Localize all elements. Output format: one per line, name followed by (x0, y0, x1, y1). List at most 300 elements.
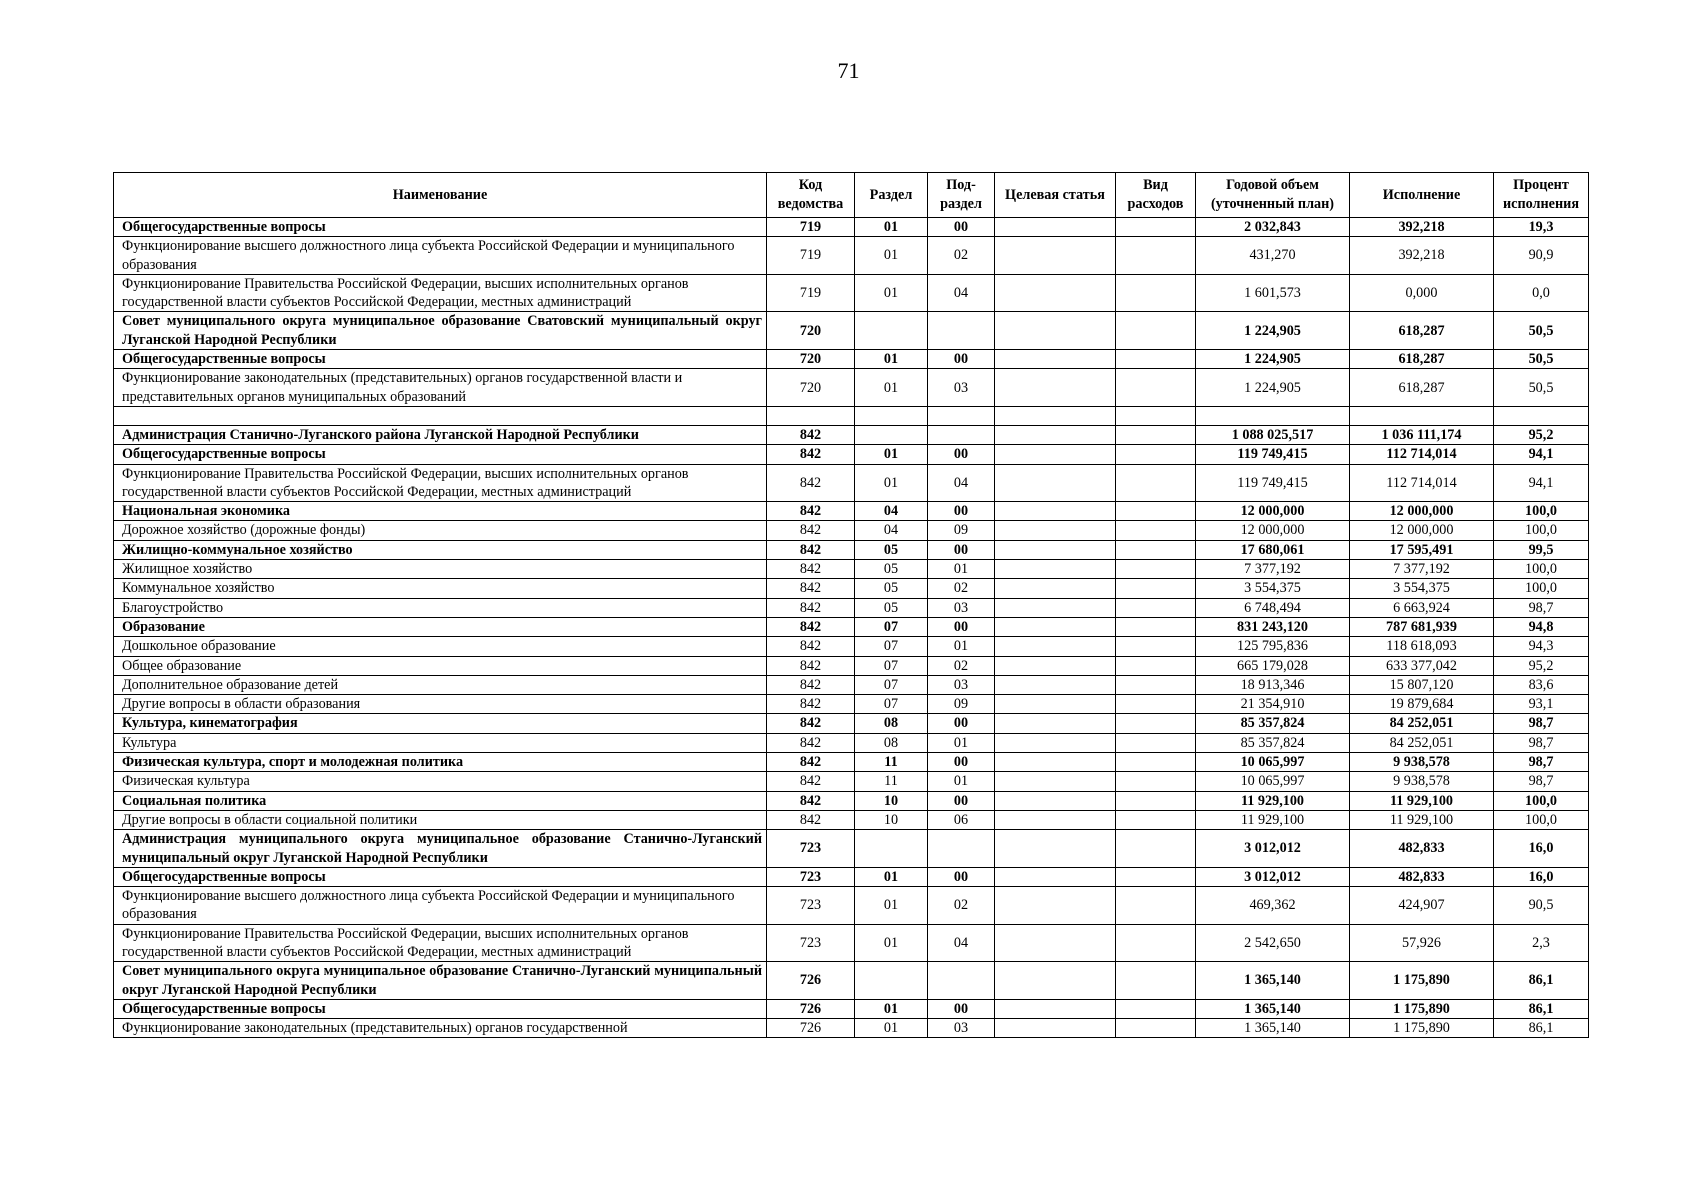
cell-target-item (995, 1019, 1116, 1038)
table-row (114, 406, 1589, 425)
cell-dept-code: 726 (767, 999, 855, 1018)
cell-subsection: 00 (928, 617, 995, 636)
cell-percent: 98,7 (1494, 598, 1589, 617)
cell-target-item (995, 445, 1116, 464)
cell-dept-code (767, 406, 855, 425)
cell-section: 01 (855, 445, 928, 464)
cell-target-item (995, 218, 1116, 237)
cell-expense-type (1116, 369, 1196, 407)
cell-section: 01 (855, 1019, 928, 1038)
cell-expense-type (1116, 962, 1196, 1000)
header-target-item: Целевая статья (995, 173, 1116, 218)
cell-expense-type (1116, 887, 1196, 925)
cell-expense-type (1116, 810, 1196, 829)
cell-percent: 98,7 (1494, 714, 1589, 733)
cell-section (855, 830, 928, 868)
cell-section: 11 (855, 753, 928, 772)
cell-expense-type (1116, 753, 1196, 772)
cell-dept-code: 842 (767, 560, 855, 579)
cell-section (855, 406, 928, 425)
cell-target-item (995, 369, 1116, 407)
cell-execution (1350, 406, 1494, 425)
cell-expense-type (1116, 637, 1196, 656)
cell-annual-plan: 119 749,415 (1196, 445, 1350, 464)
cell-execution: 0,000 (1350, 274, 1494, 312)
cell-expense-type (1116, 695, 1196, 714)
cell-name: Общегосударственные вопросы (114, 999, 767, 1018)
cell-target-item (995, 887, 1116, 925)
cell-name: Совет муниципального округа муниципальное образование Сватовский муниципальный округ Луганской Народной Республики (114, 312, 767, 350)
cell-subsection (928, 962, 995, 1000)
cell-subsection: 00 (928, 999, 995, 1018)
cell-target-item (995, 406, 1116, 425)
header-section: Раздел (855, 173, 928, 218)
cell-name: Функционирование высшего должностного лица субъекта Российской Федерации и муниципального образования (114, 237, 767, 275)
cell-subsection: 01 (928, 772, 995, 791)
table-row (114, 733, 1589, 752)
cell-annual-plan: 11 929,100 (1196, 810, 1350, 829)
cell-target-item (995, 274, 1116, 312)
cell-target-item (995, 772, 1116, 791)
table-row (114, 540, 1589, 559)
cell-subsection: 02 (928, 579, 995, 598)
cell-expense-type (1116, 218, 1196, 237)
table-row (114, 772, 1589, 791)
cell-subsection (928, 312, 995, 350)
table-row (114, 887, 1589, 925)
cell-section: 01 (855, 350, 928, 369)
cell-percent: 83,6 (1494, 675, 1589, 694)
cell-percent: 86,1 (1494, 999, 1589, 1018)
cell-execution: 1 175,890 (1350, 1019, 1494, 1038)
table-row (114, 675, 1589, 694)
cell-dept-code: 842 (767, 540, 855, 559)
cell-percent: 90,9 (1494, 237, 1589, 275)
cell-execution: 392,218 (1350, 237, 1494, 275)
cell-expense-type (1116, 733, 1196, 752)
cell-annual-plan: 10 065,997 (1196, 772, 1350, 791)
cell-expense-type (1116, 540, 1196, 559)
cell-target-item (995, 867, 1116, 886)
cell-target-item (995, 579, 1116, 598)
cell-dept-code: 842 (767, 617, 855, 636)
cell-name: Общегосударственные вопросы (114, 867, 767, 886)
header-subsection: Под-раздел (928, 173, 995, 218)
cell-expense-type (1116, 445, 1196, 464)
cell-target-item (995, 560, 1116, 579)
cell-annual-plan: 1 365,140 (1196, 999, 1350, 1018)
table-row (114, 714, 1589, 733)
cell-annual-plan: 1 365,140 (1196, 962, 1350, 1000)
header-percent: Процент исполнения (1494, 173, 1589, 218)
cell-expense-type (1116, 924, 1196, 962)
cell-percent: 100,0 (1494, 560, 1589, 579)
cell-name: Другие вопросы в области образования (114, 695, 767, 714)
cell-target-item (995, 598, 1116, 617)
cell-section: 05 (855, 579, 928, 598)
cell-name: Жилищно-коммунальное хозяйство (114, 540, 767, 559)
cell-dept-code: 726 (767, 1019, 855, 1038)
cell-section: 01 (855, 218, 928, 237)
cell-execution: 112 714,014 (1350, 445, 1494, 464)
header-annual-plan: Годовой объем (уточненный план) (1196, 173, 1350, 218)
cell-dept-code: 842 (767, 714, 855, 733)
cell-dept-code: 842 (767, 695, 855, 714)
cell-expense-type (1116, 425, 1196, 444)
cell-percent: 50,5 (1494, 350, 1589, 369)
cell-subsection (928, 830, 995, 868)
cell-expense-type (1116, 791, 1196, 810)
cell-dept-code: 842 (767, 753, 855, 772)
cell-section: 01 (855, 369, 928, 407)
cell-expense-type (1116, 617, 1196, 636)
cell-expense-type (1116, 312, 1196, 350)
cell-name: Жилищное хозяйство (114, 560, 767, 579)
cell-expense-type (1116, 350, 1196, 369)
cell-subsection: 00 (928, 350, 995, 369)
cell-section: 07 (855, 637, 928, 656)
cell-dept-code: 720 (767, 312, 855, 350)
cell-expense-type (1116, 560, 1196, 579)
cell-percent: 93,1 (1494, 695, 1589, 714)
cell-section (855, 312, 928, 350)
cell-percent: 94,1 (1494, 445, 1589, 464)
cell-target-item (995, 830, 1116, 868)
cell-section: 05 (855, 560, 928, 579)
cell-section (855, 425, 928, 444)
cell-name: Функционирование законодательных (представительных) органов государственной власти и представительных органов муниципальных образований (114, 369, 767, 407)
cell-dept-code: 720 (767, 350, 855, 369)
cell-name: Дорожное хозяйство (дорожные фонды) (114, 521, 767, 540)
cell-target-item (995, 656, 1116, 675)
table-row (114, 218, 1589, 237)
cell-target-item (995, 714, 1116, 733)
cell-execution: 12 000,000 (1350, 502, 1494, 521)
cell-name (114, 406, 767, 425)
cell-target-item (995, 810, 1116, 829)
cell-execution: 482,833 (1350, 830, 1494, 868)
cell-subsection: 03 (928, 675, 995, 694)
cell-percent: 94,1 (1494, 464, 1589, 502)
cell-name: Социальная политика (114, 791, 767, 810)
cell-annual-plan: 11 929,100 (1196, 791, 1350, 810)
cell-section: 01 (855, 464, 928, 502)
table-row (114, 369, 1589, 407)
cell-percent: 19,3 (1494, 218, 1589, 237)
table-row (114, 656, 1589, 675)
cell-dept-code: 719 (767, 218, 855, 237)
cell-annual-plan: 3 012,012 (1196, 867, 1350, 886)
table-row (114, 637, 1589, 656)
cell-dept-code: 719 (767, 274, 855, 312)
header-name: Наименование (114, 173, 767, 218)
cell-subsection: 00 (928, 445, 995, 464)
cell-section: 05 (855, 598, 928, 617)
cell-annual-plan: 2 032,843 (1196, 218, 1350, 237)
cell-dept-code: 723 (767, 924, 855, 962)
cell-percent: 98,7 (1494, 733, 1589, 752)
cell-subsection: 02 (928, 237, 995, 275)
cell-subsection: 03 (928, 369, 995, 407)
cell-section: 08 (855, 733, 928, 752)
cell-dept-code: 842 (767, 579, 855, 598)
table-row (114, 521, 1589, 540)
cell-percent: 2,3 (1494, 924, 1589, 962)
table-row (114, 560, 1589, 579)
cell-subsection: 00 (928, 714, 995, 733)
cell-percent: 50,5 (1494, 369, 1589, 407)
cell-annual-plan: 431,270 (1196, 237, 1350, 275)
cell-execution: 7 377,192 (1350, 560, 1494, 579)
cell-name: Национальная экономика (114, 502, 767, 521)
cell-name: Образование (114, 617, 767, 636)
cell-dept-code: 726 (767, 962, 855, 1000)
cell-annual-plan: 21 354,910 (1196, 695, 1350, 714)
cell-section: 04 (855, 502, 928, 521)
cell-name: Общегосударственные вопросы (114, 218, 767, 237)
cell-dept-code: 842 (767, 791, 855, 810)
cell-target-item (995, 924, 1116, 962)
cell-expense-type (1116, 1019, 1196, 1038)
cell-section: 01 (855, 999, 928, 1018)
cell-execution: 618,287 (1350, 369, 1494, 407)
table-row (114, 999, 1589, 1018)
cell-execution: 1 175,890 (1350, 962, 1494, 1000)
cell-section: 07 (855, 617, 928, 636)
cell-execution: 57,926 (1350, 924, 1494, 962)
cell-name: Общее образование (114, 656, 767, 675)
cell-execution: 112 714,014 (1350, 464, 1494, 502)
cell-execution: 1 036 111,174 (1350, 425, 1494, 444)
cell-percent: 50,5 (1494, 312, 1589, 350)
cell-annual-plan: 1 224,905 (1196, 350, 1350, 369)
cell-target-item (995, 521, 1116, 540)
cell-target-item (995, 237, 1116, 275)
cell-annual-plan: 12 000,000 (1196, 502, 1350, 521)
cell-percent: 98,7 (1494, 772, 1589, 791)
cell-name: Физическая культура (114, 772, 767, 791)
header-expense-type: Вид расходов (1116, 173, 1196, 218)
cell-subsection: 04 (928, 924, 995, 962)
cell-percent: 86,1 (1494, 962, 1589, 1000)
cell-expense-type (1116, 714, 1196, 733)
cell-execution: 1 175,890 (1350, 999, 1494, 1018)
cell-percent: 95,2 (1494, 425, 1589, 444)
cell-execution: 9 938,578 (1350, 772, 1494, 791)
header-execution: Исполнение (1350, 173, 1494, 218)
cell-subsection: 06 (928, 810, 995, 829)
cell-execution: 11 929,100 (1350, 791, 1494, 810)
cell-name: Общегосударственные вопросы (114, 445, 767, 464)
cell-percent: 16,0 (1494, 867, 1589, 886)
table-row (114, 350, 1589, 369)
table-row (114, 464, 1589, 502)
cell-annual-plan: 2 542,650 (1196, 924, 1350, 962)
cell-name: Культура (114, 733, 767, 752)
table-row (114, 962, 1589, 1000)
cell-execution: 424,907 (1350, 887, 1494, 925)
cell-annual-plan: 469,362 (1196, 887, 1350, 925)
cell-target-item (995, 695, 1116, 714)
cell-dept-code: 842 (767, 733, 855, 752)
table-row (114, 425, 1589, 444)
page-number: 71 (837, 58, 860, 83)
cell-section: 01 (855, 237, 928, 275)
cell-name: Функционирование высшего должностного лица субъекта Российской Федерации и муниципального образования (114, 887, 767, 925)
cell-annual-plan: 3 012,012 (1196, 830, 1350, 868)
cell-dept-code: 723 (767, 887, 855, 925)
cell-expense-type (1116, 274, 1196, 312)
cell-execution: 6 663,924 (1350, 598, 1494, 617)
cell-name: Другие вопросы в области социальной политики (114, 810, 767, 829)
cell-expense-type (1116, 999, 1196, 1018)
table-row (114, 867, 1589, 886)
cell-annual-plan: 1 224,905 (1196, 312, 1350, 350)
cell-subsection (928, 406, 995, 425)
cell-subsection: 00 (928, 502, 995, 521)
cell-target-item (995, 999, 1116, 1018)
cell-expense-type (1116, 464, 1196, 502)
cell-expense-type (1116, 579, 1196, 598)
cell-percent: 98,7 (1494, 753, 1589, 772)
table-row (114, 830, 1589, 868)
table-row (114, 502, 1589, 521)
cell-subsection: 00 (928, 753, 995, 772)
cell-subsection: 01 (928, 560, 995, 579)
cell-target-item (995, 502, 1116, 521)
cell-subsection: 00 (928, 218, 995, 237)
cell-percent: 100,0 (1494, 791, 1589, 810)
cell-dept-code: 719 (767, 237, 855, 275)
cell-percent: 86,1 (1494, 1019, 1589, 1038)
cell-percent: 100,0 (1494, 579, 1589, 598)
cell-section: 05 (855, 540, 928, 559)
cell-subsection: 02 (928, 656, 995, 675)
cell-dept-code: 842 (767, 772, 855, 791)
cell-target-item (995, 425, 1116, 444)
cell-annual-plan: 6 748,494 (1196, 598, 1350, 617)
cell-annual-plan: 831 243,120 (1196, 617, 1350, 636)
cell-annual-plan: 1 365,140 (1196, 1019, 1350, 1038)
cell-dept-code: 842 (767, 810, 855, 829)
cell-target-item (995, 464, 1116, 502)
cell-subsection: 03 (928, 598, 995, 617)
cell-target-item (995, 617, 1116, 636)
cell-annual-plan: 18 913,346 (1196, 675, 1350, 694)
cell-execution: 15 807,120 (1350, 675, 1494, 694)
table-row (114, 753, 1589, 772)
cell-section: 01 (855, 867, 928, 886)
cell-execution: 392,218 (1350, 218, 1494, 237)
cell-subsection: 09 (928, 521, 995, 540)
table-row (114, 810, 1589, 829)
cell-target-item (995, 312, 1116, 350)
budget-execution-table (113, 172, 1589, 1038)
cell-target-item (995, 540, 1116, 559)
cell-expense-type (1116, 772, 1196, 791)
cell-expense-type (1116, 656, 1196, 675)
cell-section: 07 (855, 656, 928, 675)
table-row (114, 274, 1589, 312)
cell-dept-code: 842 (767, 464, 855, 502)
cell-subsection: 01 (928, 733, 995, 752)
cell-subsection: 09 (928, 695, 995, 714)
cell-subsection: 03 (928, 1019, 995, 1038)
cell-target-item (995, 962, 1116, 1000)
cell-subsection: 00 (928, 540, 995, 559)
cell-execution: 19 879,684 (1350, 695, 1494, 714)
cell-name: Дополнительное образование детей (114, 675, 767, 694)
cell-dept-code: 723 (767, 867, 855, 886)
cell-percent: 94,3 (1494, 637, 1589, 656)
cell-execution: 11 929,100 (1350, 810, 1494, 829)
cell-expense-type (1116, 598, 1196, 617)
header-dept-code: Код ведомства (767, 173, 855, 218)
cell-name: Администрация Станично-Луганского района Луганской Народной Республики (114, 425, 767, 444)
cell-name: Функционирование Правительства Российской Федерации, высших исполнительных органов государственной власти субъектов Российской Федерации, местных администраций (114, 924, 767, 962)
cell-section: 07 (855, 675, 928, 694)
cell-execution: 84 252,051 (1350, 714, 1494, 733)
cell-execution: 118 618,093 (1350, 637, 1494, 656)
table-body (114, 218, 1589, 1038)
cell-annual-plan: 119 749,415 (1196, 464, 1350, 502)
cell-dept-code: 842 (767, 425, 855, 444)
cell-execution: 482,833 (1350, 867, 1494, 886)
cell-percent: 100,0 (1494, 502, 1589, 521)
cell-annual-plan: 17 680,061 (1196, 540, 1350, 559)
cell-section: 07 (855, 695, 928, 714)
cell-expense-type (1116, 675, 1196, 694)
table-row (114, 617, 1589, 636)
cell-annual-plan: 85 357,824 (1196, 733, 1350, 752)
cell-execution: 633 377,042 (1350, 656, 1494, 675)
cell-dept-code: 842 (767, 445, 855, 464)
cell-name: Общегосударственные вопросы (114, 350, 767, 369)
cell-expense-type (1116, 237, 1196, 275)
cell-dept-code: 842 (767, 675, 855, 694)
cell-section: 11 (855, 772, 928, 791)
cell-dept-code: 723 (767, 830, 855, 868)
cell-annual-plan: 1 088 025,517 (1196, 425, 1350, 444)
cell-section: 04 (855, 521, 928, 540)
cell-dept-code: 842 (767, 656, 855, 675)
table-row (114, 579, 1589, 598)
cell-target-item (995, 675, 1116, 694)
cell-subsection: 00 (928, 791, 995, 810)
cell-name: Дошкольное образование (114, 637, 767, 656)
cell-execution: 9 938,578 (1350, 753, 1494, 772)
cell-percent: 0,0 (1494, 274, 1589, 312)
cell-name: Функционирование Правительства Российской Федерации, высших исполнительных органов государственной власти субъектов Российской Федерации, местных администраций (114, 274, 767, 312)
cell-execution: 618,287 (1350, 350, 1494, 369)
cell-dept-code: 842 (767, 637, 855, 656)
cell-name: Коммунальное хозяйство (114, 579, 767, 598)
cell-subsection: 01 (928, 637, 995, 656)
cell-name: Физическая культура, спорт и молодежная политика (114, 753, 767, 772)
cell-dept-code: 842 (767, 598, 855, 617)
cell-percent (1494, 406, 1589, 425)
table-row (114, 312, 1589, 350)
cell-annual-plan: 665 179,028 (1196, 656, 1350, 675)
cell-percent: 16,0 (1494, 830, 1589, 868)
cell-subsection: 04 (928, 274, 995, 312)
cell-annual-plan: 12 000,000 (1196, 521, 1350, 540)
cell-name: Культура, кинематография (114, 714, 767, 733)
cell-execution: 84 252,051 (1350, 733, 1494, 752)
cell-percent: 95,2 (1494, 656, 1589, 675)
table-row (114, 791, 1589, 810)
cell-annual-plan: 1 601,573 (1196, 274, 1350, 312)
